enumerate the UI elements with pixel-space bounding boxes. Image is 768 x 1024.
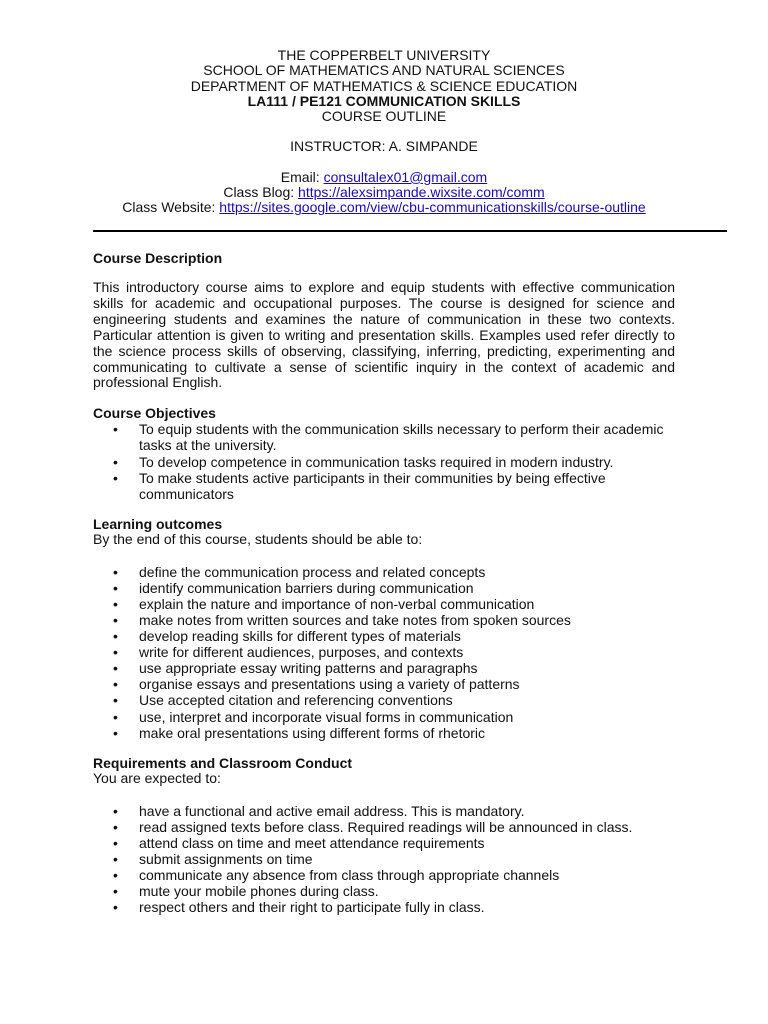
list-item: • make notes from written sources and take notes from spoken sources [113,612,571,628]
document-type: COURSE OUTLINE [321,108,447,125]
bullet-icon: • [113,850,118,867]
website-line [93,200,675,215]
list-item: • use appropriate essay writing patterns and paragraphs [113,660,478,677]
bullet-icon: • [113,692,118,709]
blog-label: Class Blog: [223,184,299,201]
list-item: • mute your mobile phones during class. [113,883,379,900]
bullet-icon: • [113,469,118,486]
list-item: • To make students active participants in their communities by being effective communicators [113,469,606,502]
bullet-icon: • [113,612,118,628]
bullet-icon: • [113,644,118,661]
blog-link[interactable]: https://alexsimpande.wixsite.com/comm [298,184,545,201]
list-item: • define the communication process and related concepts [113,563,486,580]
email-label: Email: [280,168,324,185]
bullet-icon: • [113,802,118,819]
list-item: • read assigned texts before class. Required readings will be announced in class. [113,818,633,835]
course-objectives-heading: Course Objectives [93,405,216,422]
bullet-icon: • [113,899,118,916]
bullet-icon: • [113,563,118,580]
document-body [93,250,675,915]
list-item: • write for different audiences, purposes, and contexts [113,644,464,661]
course-description-text: This introductory course aims to explore and equip students with effective communication skills for academic and occupational purposes. The course is designed for science and engineering students and examines the nature of communication in these two contexts. Particular attention is given to writing and presentation skills. Examples used refer directly to the science process skills of observing, classifying, inferring, predicting, experimenting and communicating to cultivate a sense of scientific inquiry in the context of academic and professional English. [93,279,675,391]
header-divider [93,230,727,232]
bullet-icon: • [113,595,118,612]
learning-outcomes-heading: Learning outcomes [93,515,223,532]
course-description-heading: Course Description [93,250,223,266]
list-item: • use, interpret and incorporate visual forms in communication [113,708,514,725]
bullet-icon: • [113,818,118,835]
requirements-list [93,803,675,916]
blog-line [93,185,675,200]
email-link[interactable]: consultalex01@gmail.com [323,168,488,185]
list-item: • make oral presentations using different forms of rhetoric [113,724,486,741]
university-name: THE COPPERBELT UNIVERSITY [277,47,491,63]
course-code: LA111 / PE121 COMMUNICATION SKILLS [247,92,521,109]
bullet-icon: • [113,660,118,677]
instructor-name: INSTRUCTOR: A. SIMPANDE [290,138,478,155]
objectives-list [93,421,675,501]
document-header [93,48,675,216]
list-item: • Use accepted citation and referencing conventions [113,692,453,709]
requirements-intro: You are expected to: [93,769,221,786]
list-item: • attend class on time and meet attendance requirements [113,834,485,851]
list-item: • have a functional and active email address. This is mandatory. [113,802,525,819]
website-label: Class Website: [122,199,220,216]
bullet-icon: • [113,628,118,645]
bullet-icon: • [113,834,118,851]
learning-outcomes-intro: By the end of this course, students should be able to: [93,530,423,547]
outcomes-list [93,564,675,741]
department-name: DEPARTMENT OF MATHEMATICS & SCIENCE EDUCATION [190,77,578,94]
school-name: SCHOOL OF MATHEMATICS AND NATURAL SCIENCES [203,62,565,79]
list-item: • develop reading skills for different types of materials [113,628,461,645]
bullet-icon: • [113,676,118,693]
bullet-icon: • [113,708,118,725]
bullet-icon: • [113,579,118,596]
list-item: • communicate any absence from class through appropriate channels [113,867,560,884]
list-item: • To develop competence in communication tasks required in modern industry. [113,453,614,470]
bullet-icon: • [113,867,118,884]
bullet-icon: • [113,883,118,900]
email-line [93,170,675,185]
bullet-icon: • [113,724,118,741]
website-link[interactable]: https://sites.google.com/view/cbu-communicationskills/course-outline [219,199,646,216]
bullet-icon: • [113,453,118,470]
list-item: • organise essays and presentations using a variety of patterns [113,676,520,693]
list-item: • explain the nature and importance of non-verbal communication [113,595,535,612]
list-item: • submit assignments on time [113,850,313,867]
list-item: • respect others and their right to participate fully in class. [113,899,485,916]
list-item: • To equip students with the communication skills necessary to perform their academic tasks at the university. [113,421,664,454]
list-item: • identify communication barriers during communication [113,579,474,596]
bullet-icon: • [113,421,118,438]
requirements-heading: Requirements and Classroom Conduct [93,754,353,771]
